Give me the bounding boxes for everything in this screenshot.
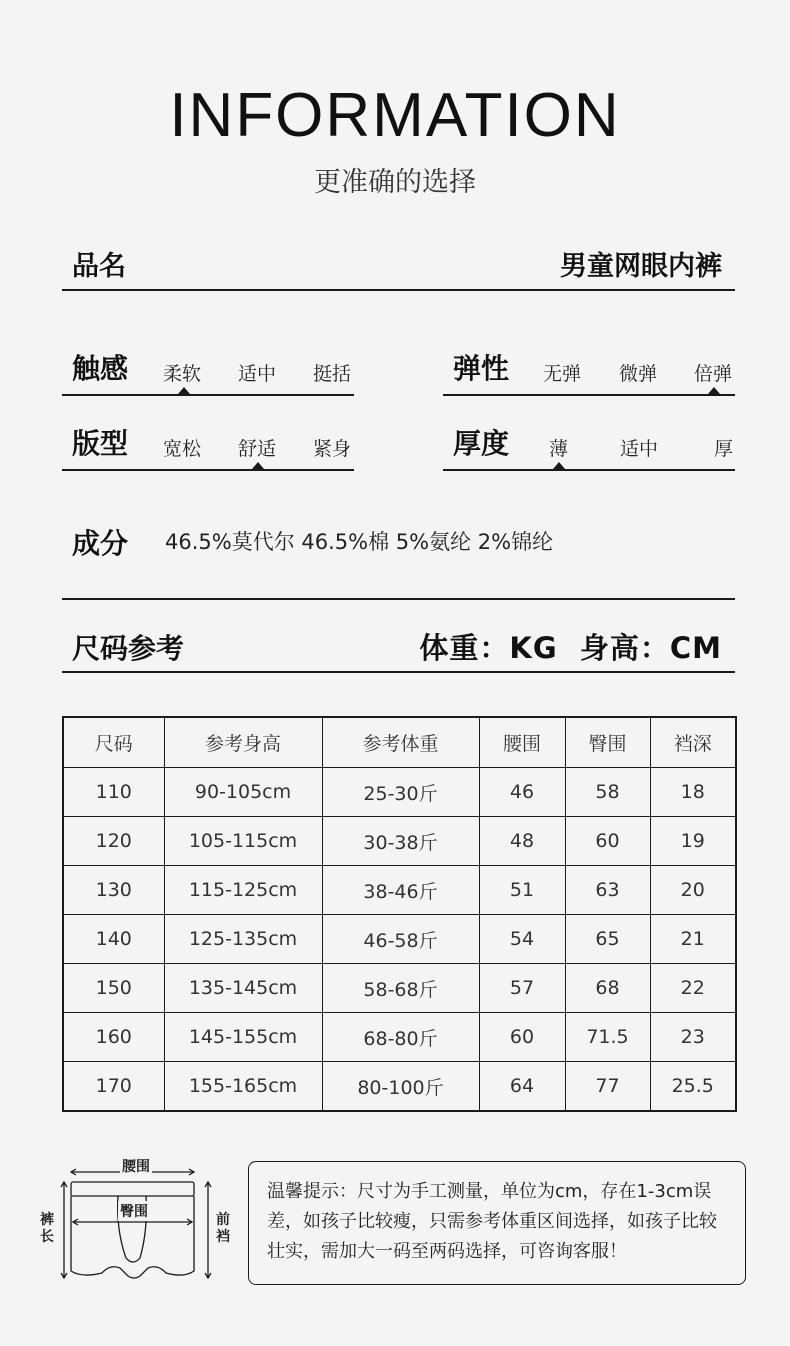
table-cell: 18 bbox=[650, 768, 736, 817]
table-cell: 54 bbox=[479, 915, 565, 964]
table-cell: 130 bbox=[63, 866, 164, 915]
thickness-option: 厚 bbox=[714, 438, 734, 460]
hip-label: 臀围 bbox=[118, 1201, 150, 1221]
elasticity-scale-line bbox=[443, 394, 735, 396]
table-row bbox=[63, 964, 736, 1013]
divider bbox=[62, 598, 735, 600]
table-cell: 57 bbox=[479, 964, 565, 1013]
table-cell: 30-38斤 bbox=[322, 817, 479, 866]
table-cell: 135-145cm bbox=[164, 964, 322, 1013]
table-cell: 125-135cm bbox=[164, 915, 322, 964]
measurement-diagram bbox=[38, 1150, 238, 1290]
table-cell: 63 bbox=[565, 866, 650, 915]
table-cell: 38-46斤 bbox=[322, 866, 479, 915]
elasticity-option: 倍弹 bbox=[694, 363, 733, 385]
table-cell: 58 bbox=[565, 768, 650, 817]
touch-label: 触感 bbox=[72, 352, 129, 385]
table-cell: 19 bbox=[650, 817, 736, 866]
fit-option: 舒适 bbox=[238, 438, 277, 460]
composition-label: 成分 bbox=[72, 527, 129, 560]
table-cell: 160 bbox=[63, 1013, 164, 1062]
table-cell: 60 bbox=[479, 1013, 565, 1062]
elasticity-option: 微弹 bbox=[619, 363, 658, 385]
table-row bbox=[63, 817, 736, 866]
table-row bbox=[63, 915, 736, 964]
column-header: 参考体重 bbox=[322, 717, 479, 768]
fit-option: 紧身 bbox=[313, 438, 352, 460]
table-cell: 60 bbox=[565, 817, 650, 866]
table-cell: 90-105cm bbox=[164, 768, 322, 817]
touch-option: 挺括 bbox=[313, 363, 352, 385]
table-cell: 140 bbox=[63, 915, 164, 964]
table-cell: 120 bbox=[63, 817, 164, 866]
fit-scale-line bbox=[62, 469, 354, 471]
table-cell: 22 bbox=[650, 964, 736, 1013]
table-cell: 170 bbox=[63, 1062, 164, 1112]
table-cell: 20 bbox=[650, 866, 736, 915]
divider bbox=[62, 671, 735, 673]
column-header: 尺码 bbox=[63, 717, 164, 768]
fit-selected-marker bbox=[252, 462, 264, 469]
table-cell: 25-30斤 bbox=[322, 768, 479, 817]
touch-option: 柔软 bbox=[163, 363, 202, 385]
table-cell: 46-58斤 bbox=[322, 915, 479, 964]
table-row bbox=[63, 1013, 736, 1062]
length-label: 裤长 bbox=[40, 1212, 54, 1245]
table-cell: 58-68斤 bbox=[322, 964, 479, 1013]
table-cell: 46 bbox=[479, 768, 565, 817]
elasticity-label: 弹性 bbox=[453, 352, 510, 385]
column-header: 裆深 bbox=[650, 717, 736, 768]
table-cell: 80-100斤 bbox=[322, 1062, 479, 1112]
table-cell: 110 bbox=[63, 768, 164, 817]
size-tip-box bbox=[248, 1161, 746, 1285]
fit-option: 宽松 bbox=[163, 438, 202, 460]
product-label: 品名 bbox=[72, 251, 126, 282]
fit-label: 版型 bbox=[72, 427, 129, 460]
table-row bbox=[63, 1062, 736, 1112]
table-cell: 51 bbox=[479, 866, 565, 915]
table-cell: 68-80斤 bbox=[322, 1013, 479, 1062]
composition-value: 46.5%莫代尔 46.5%棉 5%氨纶 2%锦纶 bbox=[165, 530, 554, 554]
thickness-scale-line bbox=[443, 469, 735, 471]
size-table bbox=[62, 716, 737, 1112]
thickness-option: 适中 bbox=[620, 438, 659, 460]
divider bbox=[62, 289, 735, 291]
table-cell: 105-115cm bbox=[164, 817, 322, 866]
page-subtitle: 更准确的选择 bbox=[314, 167, 476, 198]
touch-scale-line bbox=[62, 394, 354, 396]
product-name: 男童网眼内裤 bbox=[560, 251, 722, 282]
thickness-option: 薄 bbox=[549, 438, 569, 460]
table-cell: 68 bbox=[565, 964, 650, 1013]
table-cell: 71.5 bbox=[565, 1013, 650, 1062]
touch-option: 适中 bbox=[238, 363, 277, 385]
elasticity-selected-marker bbox=[708, 387, 720, 394]
column-header: 参考身高 bbox=[164, 717, 322, 768]
thickness-selected-marker bbox=[553, 462, 565, 469]
size-section-label: 尺码参考 bbox=[72, 632, 185, 665]
column-header: 腰围 bbox=[479, 717, 565, 768]
table-cell: 21 bbox=[650, 915, 736, 964]
waist-label: 腰围 bbox=[120, 1156, 152, 1176]
column-header: 臀围 bbox=[565, 717, 650, 768]
table-cell: 155-165cm bbox=[164, 1062, 322, 1112]
table-cell: 115-125cm bbox=[164, 866, 322, 915]
table-header-row bbox=[63, 717, 736, 768]
size-tip-text: 温馨提示：尺寸为手工测量，单位为cm，存在1-3cm误差，如孩子比较瘦，只需参考体重区间选择，如孩子比较壮实，需加大一码至两码选择，可咨询客服！ bbox=[267, 1181, 717, 1262]
table-cell: 145-155cm bbox=[164, 1013, 322, 1062]
size-units: 体重：KG 身高：CM bbox=[419, 631, 722, 665]
table-cell: 65 bbox=[565, 915, 650, 964]
table-row bbox=[63, 866, 736, 915]
page-title: INFORMATION bbox=[169, 81, 621, 150]
front-rise-label: 前裆 bbox=[216, 1212, 230, 1245]
table-cell: 25.5 bbox=[650, 1062, 736, 1112]
table-cell: 64 bbox=[479, 1062, 565, 1112]
table-cell: 48 bbox=[479, 817, 565, 866]
table-cell: 150 bbox=[63, 964, 164, 1013]
elasticity-option: 无弹 bbox=[543, 363, 582, 385]
table-cell: 77 bbox=[565, 1062, 650, 1112]
touch-selected-marker bbox=[178, 387, 190, 394]
table-cell: 23 bbox=[650, 1013, 736, 1062]
thickness-label: 厚度 bbox=[453, 427, 510, 460]
table-row bbox=[63, 768, 736, 817]
